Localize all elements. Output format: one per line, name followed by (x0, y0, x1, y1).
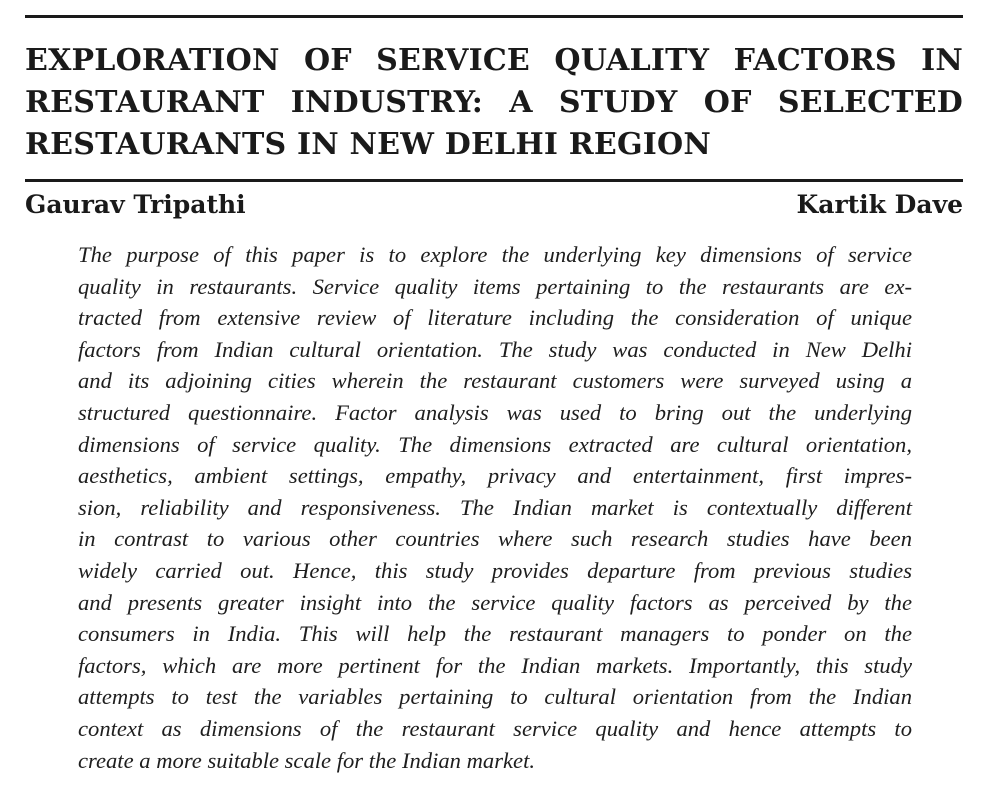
abstract-line: context as dimensions of the restaurant service quality and hence attempts to (78, 715, 912, 741)
author-list (25, 188, 963, 222)
title-line: RESTAURANT INDUSTRY: A STUDY OF SELECTED (25, 85, 963, 120)
title-line: EXPLORATION OF SERVICE QUALITY FACTORS IN (25, 43, 963, 78)
title-line: RESTAURANTS IN NEW DELHI REGION (25, 127, 711, 162)
abstract-line: quality in restaurants. Service quality items pertaining to the restaurants are ex- (78, 273, 912, 299)
abstract-line: tracted from extensive review of literature including the consideration of unique (78, 305, 912, 331)
abstract-line: factors, which are more pertinent for the Indian markets. Importantly, this study (78, 652, 912, 678)
abstract (78, 239, 912, 776)
abstract-line: create a more suitable scale for the Indian market. (78, 747, 536, 773)
abstract-line: sion, reliability and responsiveness. The Indian market is contextually different (78, 494, 912, 520)
title-divider-rule (25, 179, 963, 182)
abstract-line: and its adjoining cities wherein the restaurant customers were surveyed using a (78, 368, 912, 394)
abstract-line: aesthetics, ambient settings, empathy, privacy and entertainment, first impres- (78, 463, 912, 489)
abstract-line: dimensions of service quality. The dimensions extracted are cultural orientation, (78, 431, 912, 457)
abstract-line: widely carried out. Hence, this study provides departure from previous studies (78, 557, 912, 583)
abstract-line: factors from Indian cultural orientation. The study was conducted in New Delhi (78, 336, 912, 362)
abstract-line: and presents greater insight into the service quality factors as perceived by the (78, 589, 912, 615)
author-name: Gaurav Tripathi (25, 190, 246, 219)
abstract-line: consumers in India. This will help the restaurant managers to ponder on the (78, 621, 912, 647)
abstract-line: The purpose of this paper is to explore the underlying key dimensions of service (78, 242, 912, 267)
top-rule (25, 15, 963, 18)
abstract-line: in contrast to various other countries where such research studies have been (78, 526, 912, 552)
abstract-line: attempts to test the variables pertaining to cultural orientation from the Indian (78, 684, 912, 710)
abstract-line: structured questionnaire. Factor analysis was used to bring out the underlying (78, 399, 912, 425)
paper-title (25, 40, 963, 166)
author-name: Kartik Dave (796, 190, 963, 219)
